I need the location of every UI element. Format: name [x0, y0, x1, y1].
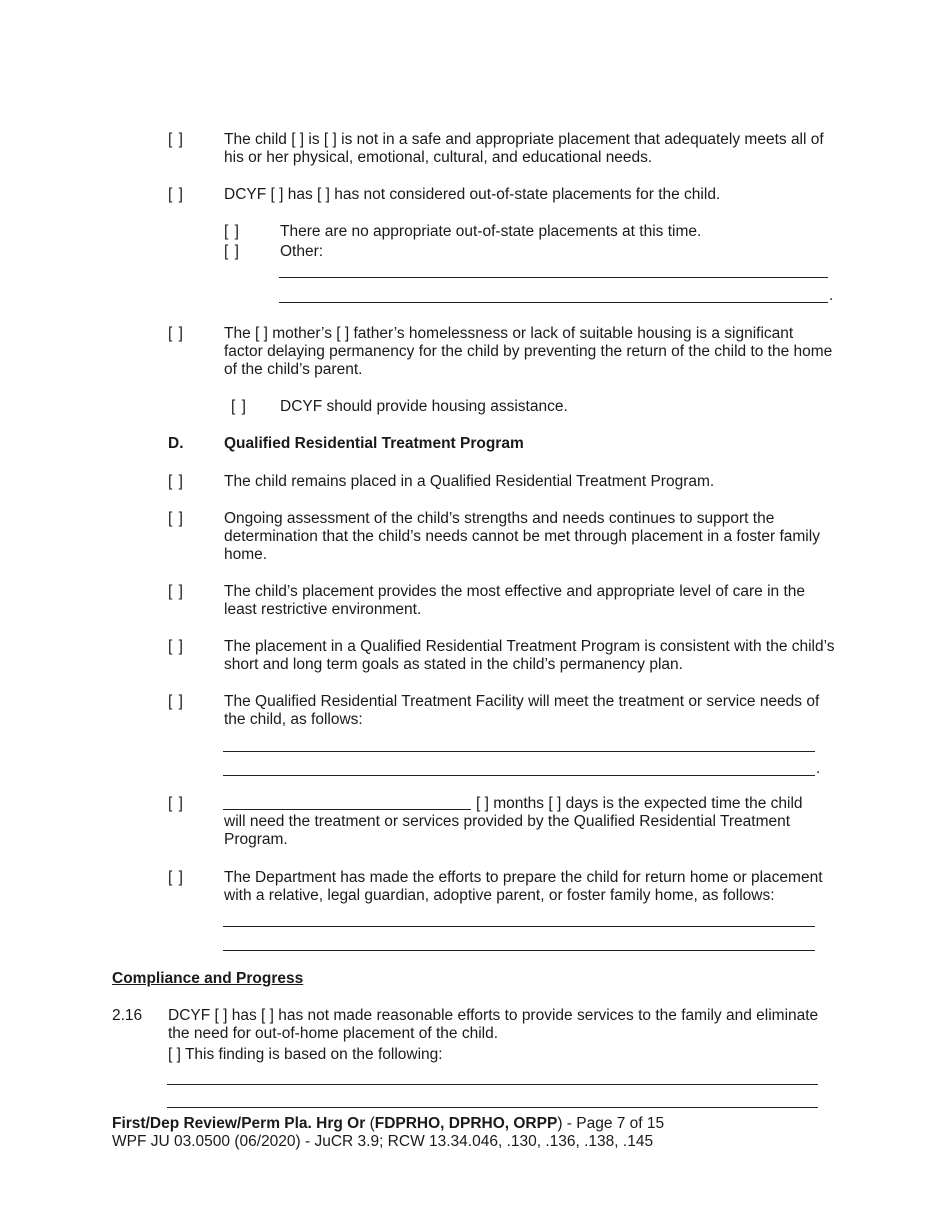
item-expected-time-line3: Program. — [224, 831, 288, 848]
item-meet-needs-line2: the child, as follows: — [224, 711, 363, 728]
period: . — [816, 760, 821, 777]
compliance-line3: [ ] This finding is based on the following: — [168, 1046, 443, 1063]
checkbox-department-efforts[interactable]: [ ] — [168, 869, 184, 886]
compliance-heading: Compliance and Progress — [112, 970, 304, 987]
department-efforts-blank-1[interactable] — [223, 926, 815, 927]
checkbox-housing-assistance[interactable]: [ ] — [231, 398, 247, 415]
item-expected-time-line2: will need the treatment or services provided by the Qualified Residential Treatment — [224, 813, 791, 830]
item-safe-placement-line2: his or her physical, emotional, cultural, and educational needs. — [224, 149, 653, 166]
item-expected-time-line1: [ ] months [ ] days is the expected time the child — [476, 795, 803, 812]
compliance-line2: the need for out-of-home placement of the child. — [168, 1025, 499, 1042]
expected-time-blank[interactable] — [223, 809, 471, 810]
item-department-efforts-line1: The Department has made the efforts to prepare the child for return home or placement — [224, 869, 823, 886]
checkbox-effective-care[interactable]: [ ] — [168, 583, 184, 600]
meet-needs-blank-2[interactable] — [223, 775, 815, 776]
checkbox-expected-time[interactable]: [ ] — [168, 795, 184, 812]
checkbox-homelessness[interactable]: [ ] — [168, 325, 184, 342]
compliance-line1: DCYF [ ] has [ ] has not made reasonable efforts to provide services to the family and eliminate — [168, 1007, 819, 1024]
compliance-number: 2.16 — [112, 1007, 143, 1024]
item-ongoing-assessment-line3: home. — [224, 546, 268, 563]
checkbox-safe-placement[interactable]: [ ] — [168, 131, 184, 148]
footer-form-number: WPF JU 03.0500 (06/2020) - JuCR 3.9; RCW 13.34.046, .130, .136, .138, .145 — [112, 1133, 654, 1150]
section-d-title: Qualified Residential Treatment Program — [224, 435, 524, 452]
item-consistent-goals-line1: The placement in a Qualified Residential Treatment Program is consistent with the child’s — [224, 638, 835, 655]
checkbox-meet-needs[interactable]: [ ] — [168, 693, 184, 710]
item-ongoing-assessment-line2: determination that the child’s needs cannot be met through placement in a foster family — [224, 528, 820, 545]
department-efforts-blank-2[interactable] — [223, 950, 815, 951]
section-d-letter: D. — [168, 435, 184, 452]
item-effective-care-line2: least restrictive environment. — [224, 601, 422, 618]
item-safe-placement-line1: The child [ ] is [ ] is not in a safe and appropriate placement that adequately meets all of — [224, 131, 824, 148]
checkbox-other[interactable]: [ ] — [224, 243, 240, 260]
item-remains-placed: The child remains placed in a Qualified Residential Treatment Program. — [224, 473, 715, 490]
item-department-efforts-line2: with a relative, legal guardian, adoptive parent, or foster family home, as follows: — [224, 887, 775, 904]
checkbox-out-of-state[interactable]: [ ] — [168, 186, 184, 203]
item-meet-needs-line1: The Qualified Residential Treatment Facility will meet the treatment or service needs of — [224, 693, 820, 710]
item-homelessness-line2: factor delaying permanency for the child by preventing the return of the child to the home — [224, 343, 833, 360]
footer-title: First/Dep Review/Perm Pla. Hrg Or (FDPRHO, DPRHO, ORPP) - Page 7 of 15 — [112, 1115, 665, 1132]
checkbox-remains-placed[interactable]: [ ] — [168, 473, 184, 490]
item-effective-care-line1: The child’s placement provides the most effective and appropriate level of care in the — [224, 583, 806, 600]
item-other-label: Other: — [280, 243, 324, 260]
compliance-blank-1[interactable] — [167, 1084, 818, 1085]
checkbox-no-appropriate[interactable]: [ ] — [224, 223, 240, 240]
item-consistent-goals-line2: short and long term goals as stated in the child’s permanency plan. — [224, 656, 683, 673]
period: . — [829, 287, 834, 304]
item-ongoing-assessment-line1: Ongoing assessment of the child’s strengths and needs continues to support the — [224, 510, 775, 527]
item-out-of-state-line1: DCYF [ ] has [ ] has not considered out-of-state placements for the child. — [224, 186, 721, 203]
checkbox-consistent-goals[interactable]: [ ] — [168, 638, 184, 655]
item-housing-assistance: DCYF should provide housing assistance. — [280, 398, 568, 415]
checkbox-ongoing-assessment[interactable]: [ ] — [168, 510, 184, 527]
item-no-appropriate: There are no appropriate out-of-state placements at this time. — [280, 223, 702, 240]
compliance-blank-2[interactable] — [167, 1107, 818, 1108]
item-homelessness-line3: of the child’s parent. — [224, 361, 363, 378]
meet-needs-blank-1[interactable] — [223, 751, 815, 752]
other-blank-line-1[interactable] — [279, 277, 828, 278]
other-blank-line-2[interactable] — [279, 302, 828, 303]
item-homelessness-line1: The [ ] mother’s [ ] father’s homelessness or lack of suitable housing is a significant — [224, 325, 794, 342]
